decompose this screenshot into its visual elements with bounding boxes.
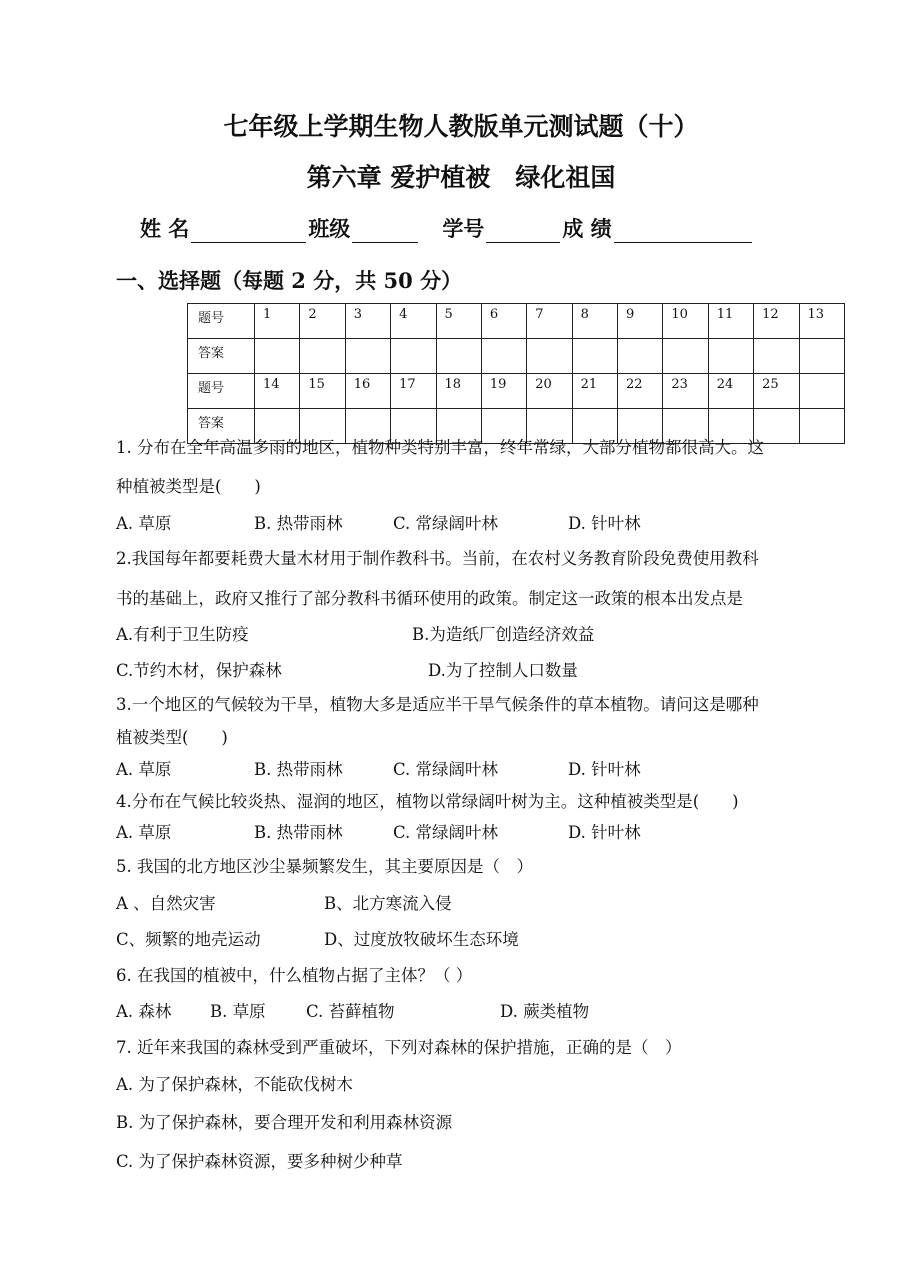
a-label-cell: 答案 [188,409,255,444]
q5-option-d: D、过度放牧破坏生态环境 [324,930,519,949]
question-2-text: 2.我国每年都要耗费大量木材用于制作教科书。当前，在农村义务教育阶段免费使用教科 [116,549,759,568]
question-3-text-cont: 植被类型( ) [116,728,228,747]
name-blank[interactable] [191,220,306,243]
answer-cell[interactable] [391,339,436,374]
answer-table [187,303,845,444]
q4-option-d: D. 针叶林 [568,823,641,842]
answer-cell[interactable] [618,339,663,374]
answer-cell[interactable] [527,339,572,374]
q-number-cell: 8 [572,304,617,339]
q-number-cell: 25 [754,374,799,409]
q5-option-b: B、北方寒流入侵 [324,894,452,913]
q-number-cell: 19 [481,374,526,409]
q-number-cell: 20 [527,374,572,409]
answer-cell[interactable] [572,339,617,374]
class-label: 班级 [308,216,351,241]
class-blank[interactable] [352,220,418,243]
q-number-cell: 13 [799,304,845,339]
q-number-cell: 17 [391,374,436,409]
q2-option-b: B.为造纸厂创造经济效益 [412,625,595,644]
q5-option-c: C、频繁的地壳运动 [116,930,261,949]
score-label: 成 绩 [562,216,612,241]
q7-option-c: C. 为了保护森林资源，要多种树少种草 [116,1152,403,1171]
q3-option-c: C. 常绿阔叶林 [393,760,499,779]
question-6-text: 6. 在我国的植被中，什么植物占据了主体？（ ） [116,966,473,985]
table-row [188,339,845,374]
q-number-cell: 24 [708,374,753,409]
answer-cell[interactable] [708,339,753,374]
question-7-text: 7. 近年来我国的森林受到严重破坏，下列对森林的保护措施，正确的是（ ） [116,1038,682,1057]
q-number-cell: 7 [527,304,572,339]
score-blank[interactable] [614,220,752,243]
answer-cell[interactable] [345,339,390,374]
question-5-text: 5. 我国的北方地区沙尘暴频繁发生，其主要原因是（ ） [116,857,533,876]
q-number-cell: 12 [754,304,799,339]
question-2-text-cont: 书的基础上，政府又推行了部分教科书循环使用的政策。制定这一政策的根本出发点是 [116,589,743,608]
q-number-cell: 10 [663,304,708,339]
q-number-cell: 3 [345,304,390,339]
q-number-cell: 14 [255,374,300,409]
q-number-cell: 22 [618,374,663,409]
number-blank[interactable] [486,220,560,243]
q2-option-d: D.为了控制人口数量 [428,661,578,680]
q6-option-d: D. 蕨类植物 [500,1002,590,1021]
q1-option-b: B. 热带雨林 [254,514,343,533]
q-number-cell: 18 [436,374,481,409]
question-4-text: 4.分布在气候比较炎热、湿润的地区，植物以常绿阔叶树为主。这种植被类型是( ) [116,792,739,811]
q-label-cell: 题号 [188,304,255,339]
q2-option-c: C.节约木材，保护森林 [116,661,282,680]
student-info-line [140,213,754,243]
q2-option-a: A.有利于卫生防疫 [116,625,249,644]
q-number-cell: 21 [572,374,617,409]
q7-option-a: A. 为了保护森林，不能砍伐树木 [116,1075,353,1094]
answer-cell[interactable] [481,339,526,374]
q1-option-d: D. 针叶林 [568,514,641,533]
q-number-cell: 1 [255,304,300,339]
q-number-cell: 5 [436,304,481,339]
q6-option-a: A. 森林 [116,1002,172,1021]
q1-option-c: C. 常绿阔叶林 [393,514,499,533]
answer-cell[interactable] [663,339,708,374]
q-number-cell: 6 [481,304,526,339]
table-row [188,304,845,339]
q3-option-a: A. 草原 [116,760,172,779]
name-label: 姓 名 [140,216,190,241]
answer-cell[interactable] [799,409,845,444]
answer-cell[interactable] [255,339,300,374]
q3-option-d: D. 针叶林 [568,760,641,779]
q-number-cell: 4 [391,304,436,339]
answer-cell[interactable] [300,339,345,374]
question-1-text-cont: 种植被类型是( ) [116,477,261,496]
q-number-cell: 9 [618,304,663,339]
number-label: 学号 [442,216,485,241]
answer-cell[interactable] [754,339,799,374]
q-number-cell: 2 [300,304,345,339]
question-1-text: 1. 分布在全年高温多雨的地区，植物种类特别丰富，终年常绿，大部分植物都很高大。这 [116,438,764,457]
answer-cell[interactable] [436,339,481,374]
q6-option-b: B. 草原 [210,1002,266,1021]
answer-cell[interactable] [799,339,845,374]
q4-option-b: B. 热带雨林 [254,823,343,842]
q4-option-a: A. 草原 [116,823,172,842]
q-number-cell: 11 [708,304,753,339]
q3-option-b: B. 热带雨林 [254,760,343,779]
q1-option-a: A. 草原 [116,514,172,533]
table-row [188,374,845,409]
chapter-subtitle: 第六章 爱护植被 绿化祖国 [306,163,616,192]
q6-option-c: C. 苔藓植物 [306,1002,395,1021]
q-number-cell: 15 [300,374,345,409]
page-title: 七年级上学期生物人教版单元测试题（十） [223,112,699,141]
q7-option-b: B. 为了保护森林，要合理开发和利用森林资源 [116,1113,453,1132]
section-heading-choice: 一、选择题（每题 2 分，共 50 分） [116,268,463,293]
q4-option-c: C. 常绿阔叶林 [393,823,499,842]
q-number-cell: 23 [663,374,708,409]
q5-option-a: A 、自然灾害 [116,894,216,913]
q-number-cell: 16 [345,374,390,409]
a-label-cell: 答案 [188,339,255,374]
q-number-cell [799,374,845,409]
q-label-cell: 题号 [188,374,255,409]
question-3-text: 3.一个地区的气候较为干旱，植物大多是适应半干旱气候条件的草本植物。请问这是哪种 [116,695,759,714]
